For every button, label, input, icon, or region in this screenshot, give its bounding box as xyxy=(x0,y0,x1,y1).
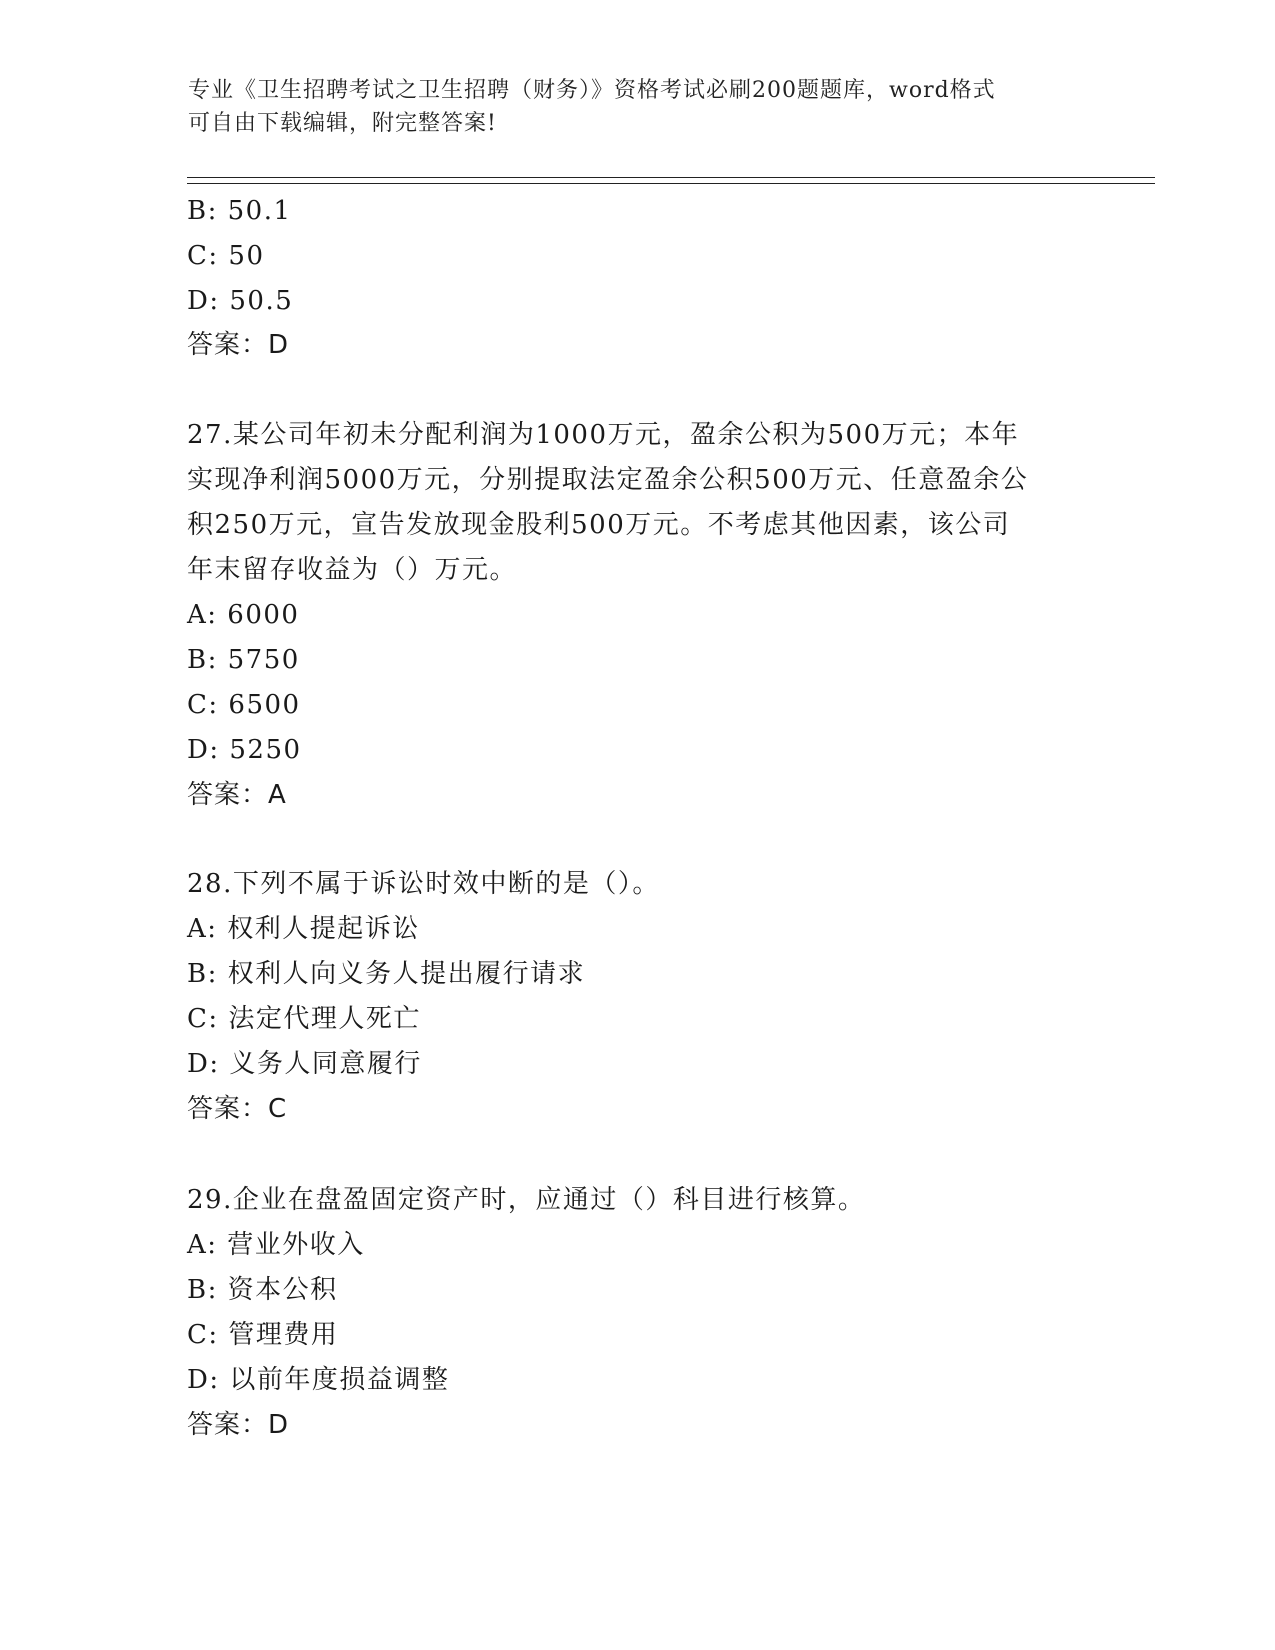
q29-answer: 答案：D xyxy=(187,1410,290,1440)
header-line-2: 可自由下载编辑，附完整答案! xyxy=(188,111,497,136)
q27-stem-line-3: 积250万元，宣告发放现金股利500万元。不考虑其他因素，该公司 xyxy=(187,510,1011,540)
q28-option-b: B: 权利人向义务人提出履行请求 xyxy=(187,959,586,989)
q29-option-c: C: 管理费用 xyxy=(187,1320,339,1350)
q29-option-b: B: 资本公积 xyxy=(187,1275,338,1305)
q27-stem-line-4: 年末留存收益为（）万元。 xyxy=(187,555,518,585)
q27-option-a: A: 6000 xyxy=(187,600,300,630)
q28-stem: 28.下列不属于诉讼时效中断的是（）。 xyxy=(187,869,660,899)
q29-option-a: A: 营业外收入 xyxy=(187,1230,365,1260)
q27-stem-line-1: 27.某公司年初未分配利润为1000万元，盈余公积为500万元；本年 xyxy=(187,420,1020,450)
q28-answer: 答案：C xyxy=(187,1094,288,1124)
q26-option-c: C: 50 xyxy=(187,241,265,271)
q26-option-d: D: 50.5 xyxy=(187,286,294,316)
header-line-1: 专业《卫生招聘考试之卫生招聘（财务）》资格考试必刷200题题库，word格式 xyxy=(188,78,996,103)
q27-answer: 答案：A xyxy=(187,780,287,810)
q27-option-d: D: 5250 xyxy=(187,735,302,765)
header-rule-top xyxy=(187,177,1155,178)
q29-option-d: D: 以前年度损益调整 xyxy=(187,1365,450,1395)
q27-option-c: C: 6500 xyxy=(187,690,301,720)
q28-option-c: C: 法定代理人死亡 xyxy=(187,1004,421,1034)
q27-stem-line-2: 实现净利润5000万元，分别提取法定盈余公积500万元、任意盈余公 xyxy=(187,465,1029,495)
q29-stem: 29.企业在盘盈固定资产时，应通过（）科目进行核算。 xyxy=(187,1185,866,1215)
q26-answer: 答案：D xyxy=(187,330,290,360)
header-rule-bottom xyxy=(187,183,1155,184)
q28-option-a: A: 权利人提起诉讼 xyxy=(187,914,420,944)
q28-option-d: D: 义务人同意履行 xyxy=(187,1049,422,1079)
q26-option-b: B: 50.1 xyxy=(187,196,292,226)
document-header xyxy=(188,74,1088,140)
q27-option-b: B: 5750 xyxy=(187,645,300,675)
